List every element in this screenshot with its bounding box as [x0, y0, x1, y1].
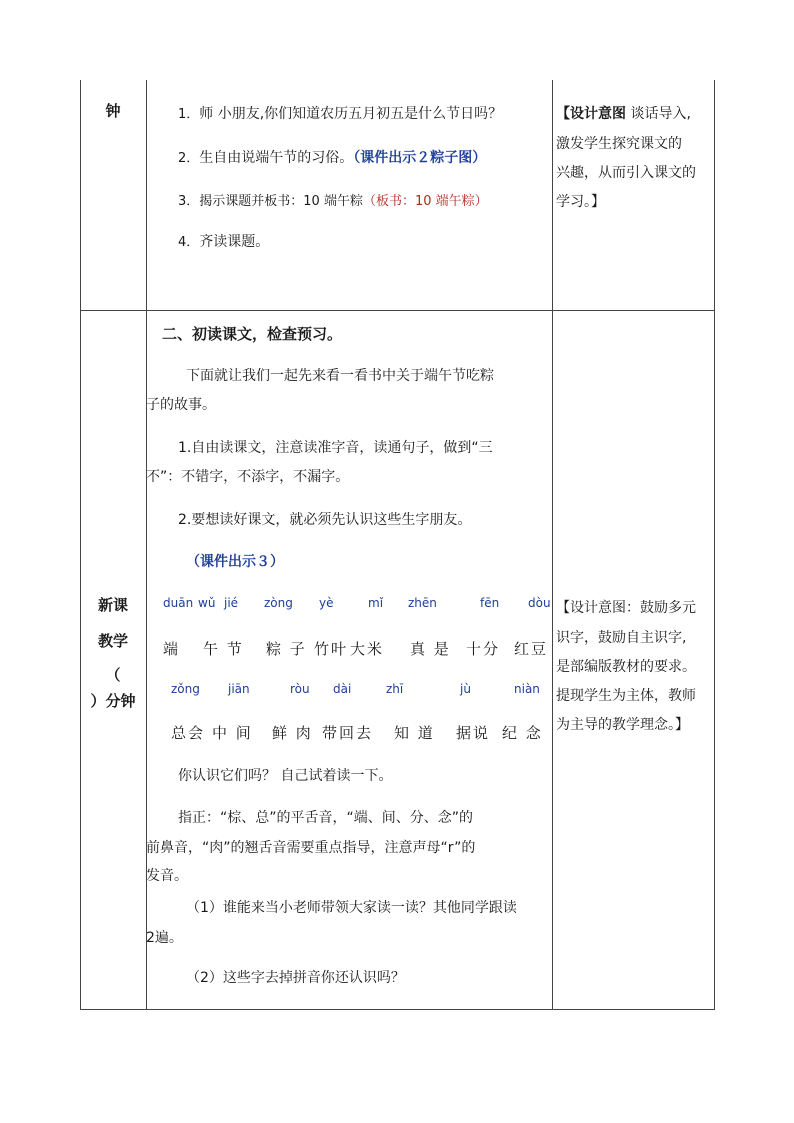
row2-design-intent-line4: 提现学生为主体，教师 — [556, 688, 696, 704]
question-text: 你认识它们吗？ 自己试着读一下。 — [178, 768, 393, 784]
correction-line2: 前鼻音，“肉”的翘舌音需要重点指导，注意声母“r”的 — [146, 840, 476, 856]
pinyin: jié — [224, 596, 239, 610]
step1-line1: 1.自由读课文，注意读准字音，读通句子，做到“三 — [178, 440, 493, 456]
hanzi-word: 中 间 — [212, 724, 253, 742]
row2-design-intent-line1: 【设计意图：鼓励多元 — [556, 600, 696, 616]
hanzi-word: 粽 子 — [266, 640, 307, 658]
row1-design-intent-line3: 兴趣，从而引入课文的 — [556, 165, 696, 181]
pinyin: jiān — [228, 682, 250, 696]
step1-line2: 不”：不错字，不添字，不漏字。 — [146, 469, 350, 485]
row1-design-intent-line2: 激发学生探究课文的 — [556, 136, 682, 152]
courseware-label: （课件出示３） — [186, 554, 284, 570]
table-border-left — [80, 80, 81, 1010]
sub2-text: （2）这些字去掉拼音你还认识吗？ — [186, 970, 405, 986]
pinyin: duān — [163, 596, 194, 610]
pinyin: fēn — [480, 596, 500, 610]
hanzi-word: 大米 — [350, 640, 385, 658]
row1-item-2: 2．生自由说端午节的习俗。（课件出示２粽子图） — [178, 150, 487, 166]
hanzi-word: 据说 — [456, 724, 491, 742]
table-row-divider — [80, 310, 715, 311]
sub1-line2: 2遍。 — [146, 930, 183, 946]
hanzi-word: 午 节 — [203, 640, 244, 658]
row2-design-intent-line5: 为主导的教学理念。】 — [556, 717, 689, 733]
hanzi-word: 端 — [163, 640, 181, 658]
hanzi-word: 真 是 — [410, 640, 451, 658]
row2-label-line3: （ — [105, 666, 121, 684]
hanzi-word: 红豆 — [514, 640, 549, 658]
row2-label-line2: 教学 — [97, 632, 128, 650]
table-border-col2 — [552, 80, 553, 1010]
pinyin: zhēn — [408, 596, 437, 610]
row1-item-3: 3．揭示课题并板书：10 端午粽（板书：10 端午粽） — [178, 194, 488, 209]
row2-design-intent-line3: 是部编版教材的要求。 — [556, 659, 696, 675]
row1-item-1: 1．师 小朋友,你们知道农历五月初五是什么节日吗？ — [178, 106, 503, 122]
hanzi-word: 带回去 — [322, 724, 374, 742]
row1-design-intent-line1: 【设计意图 谈话导入, — [556, 106, 691, 122]
pinyin: zòng — [264, 596, 293, 610]
row2-design-intent-line2: 识字，鼓励自主识字, — [556, 630, 687, 646]
table-border-bottom — [80, 1009, 715, 1010]
hanzi-word: 竹叶 — [314, 640, 349, 658]
correction-line3: 发音。 — [146, 868, 188, 884]
pinyin: niàn — [514, 682, 540, 696]
row1-design-intent-line4: 学习。】 — [556, 194, 605, 210]
sub1-line1: （1）谁能来当小老师带领大家读一读？其他同学跟读 — [186, 900, 517, 916]
hanzi-word: 知 道 — [394, 724, 435, 742]
table-border-right — [714, 80, 715, 1010]
pinyin: jù — [460, 682, 471, 696]
row2-label-line4: ）分钟 — [90, 692, 136, 710]
correction-line1: 指正：“棕、总”的平舌音，“端、间、分、念”的 — [178, 810, 474, 826]
intro-line2: 子的故事。 — [146, 397, 216, 413]
row1-item-4: 4．齐读课题。 — [178, 234, 270, 250]
pinyin: dòu — [528, 596, 551, 610]
pinyin: ròu — [290, 682, 310, 696]
pinyin: zǒng — [171, 682, 200, 696]
intro-line1: 下面就让我们一起先来看一看书中关于端午节吃粽 — [186, 368, 494, 384]
pinyin: yè — [319, 596, 334, 610]
row2-label-line1: 新课 — [97, 596, 128, 614]
hanzi-word: 总会 — [171, 724, 206, 742]
hanzi-word: 纪 念 — [502, 724, 543, 742]
hanzi-word: 十分 — [466, 640, 501, 658]
section-title: 二、初读课文，检查预习。 — [162, 325, 343, 343]
step2-text: 2.要想读好课文，就必须先认识这些生字朋友。 — [178, 512, 472, 528]
pinyin: zhī — [386, 682, 404, 696]
pinyin: mǐ — [368, 596, 384, 610]
pinyin: wǔ — [198, 596, 216, 610]
hanzi-word: 鲜 肉 — [272, 724, 313, 742]
row1-time-label: 钟 — [105, 102, 121, 120]
pinyin: dài — [333, 682, 352, 696]
